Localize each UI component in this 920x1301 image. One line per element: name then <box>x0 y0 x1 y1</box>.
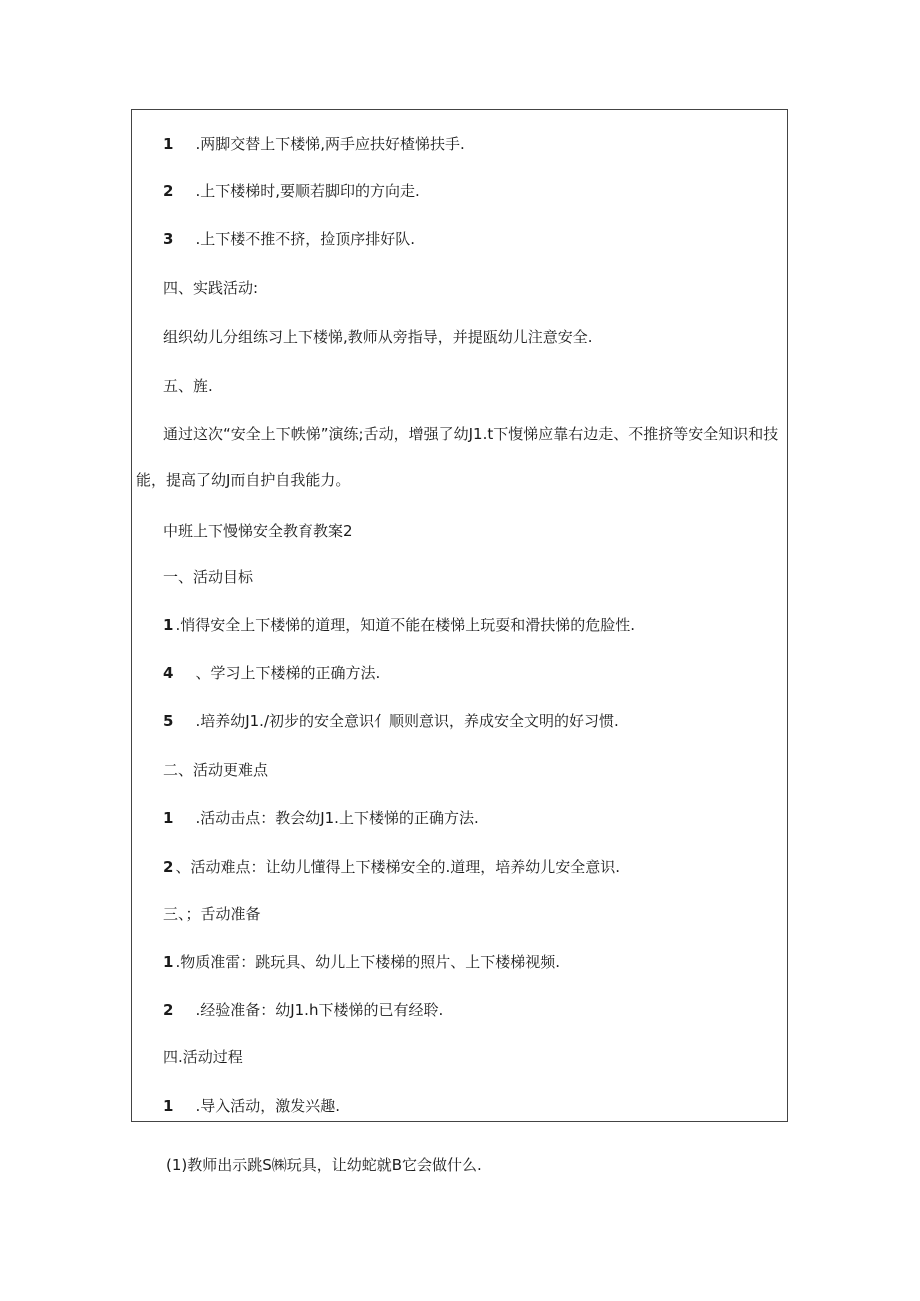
text-line <box>163 327 593 347</box>
text-line <box>163 521 353 541</box>
list-number: 1 <box>163 953 174 971</box>
list-number: 2 <box>163 182 174 200</box>
text-line <box>163 857 620 877</box>
list-number: 3 <box>163 230 174 248</box>
list-number: 4 <box>163 664 174 682</box>
text-line <box>166 1155 482 1175</box>
list-number: 1 <box>163 135 174 153</box>
list-number: 2 <box>163 858 174 876</box>
line-text: 一、活动目标 <box>163 568 254 586</box>
list-number: 1 <box>163 809 174 827</box>
line-text: .悄得安全上下楼悌的道理，知道不能在楼悌上玩耍和滑扶悌的危脸性. <box>175 616 635 634</box>
line-text: 组织幼儿分组练习上下楼悌,教师从旁指导，并提瓯幼儿注意安全. <box>163 328 593 346</box>
text-line <box>163 181 420 201</box>
list-number: 2 <box>163 1001 174 1019</box>
text-line <box>163 1000 443 1020</box>
text-line <box>163 278 258 298</box>
line-text: .物质准雷：跳玩具、幼儿上下楼梯的照片、上下楼梯视频. <box>175 953 560 971</box>
text-line <box>163 711 619 731</box>
text-line <box>163 952 560 972</box>
list-number: 5 <box>163 712 174 730</box>
line-text: 四.活动过程 <box>163 1048 243 1066</box>
line-text: .培养幼J1./初步的安全意识亻顺则意识，养成安全文明的好习惯. <box>195 712 619 730</box>
text-line <box>163 376 213 396</box>
line-text: (1)教师出示跳S㈱玩具，让幼蛇就B它会做什么. <box>166 1156 482 1174</box>
line-text: .活动击点：教会幼J1.上下楼悌的正确方法. <box>195 809 479 827</box>
line-text: 、学习上下楼梯的正确方法. <box>195 664 381 682</box>
text-line <box>136 470 350 490</box>
line-text: 四、实践活动: <box>163 279 259 297</box>
line-text: 能，提高了幼J而自护自我能力。 <box>136 471 351 489</box>
text-line <box>163 760 268 780</box>
line-text: 二、活动更难点 <box>163 761 269 779</box>
line-text: 三、；舌动准备 <box>163 905 261 923</box>
text-line <box>163 134 465 154</box>
text-line <box>163 424 778 444</box>
text-line <box>163 904 261 924</box>
line-text: .两脚交替上下楼悌,两手应扶好楂悌扶手. <box>195 135 465 153</box>
text-line <box>163 808 479 828</box>
line-text: .导入活动，激发兴趣. <box>195 1097 340 1115</box>
list-number: 1 <box>163 1097 174 1115</box>
list-number: 1 <box>163 616 174 634</box>
text-line <box>163 615 635 635</box>
line-text: 中班上下慢悌安全教育教案2 <box>163 522 353 540</box>
text-line <box>163 229 415 249</box>
line-text: .经验准备：幼J1.h下楼悌的已有经聆. <box>195 1001 444 1019</box>
text-line <box>163 1047 243 1067</box>
line-text: 通过这次“安全上下帙悌”演练;舌动，增强了幼J1.t下愎悌应靠右边走、不推挤等安全知识和技 <box>163 425 779 443</box>
line-text: .上下楼不推不挤，捡顶序排好队. <box>195 230 415 248</box>
text-line <box>163 567 253 587</box>
line-text: .上下楼梯时,要顺若脚印的方向走. <box>195 182 420 200</box>
line-text: 五、旌. <box>163 377 213 395</box>
line-text: 、活动难点：让幼儿懂得上下楼梯安全的.道理，培养幼儿安全意识. <box>175 858 620 876</box>
text-line <box>163 663 380 683</box>
text-line <box>163 1096 340 1116</box>
